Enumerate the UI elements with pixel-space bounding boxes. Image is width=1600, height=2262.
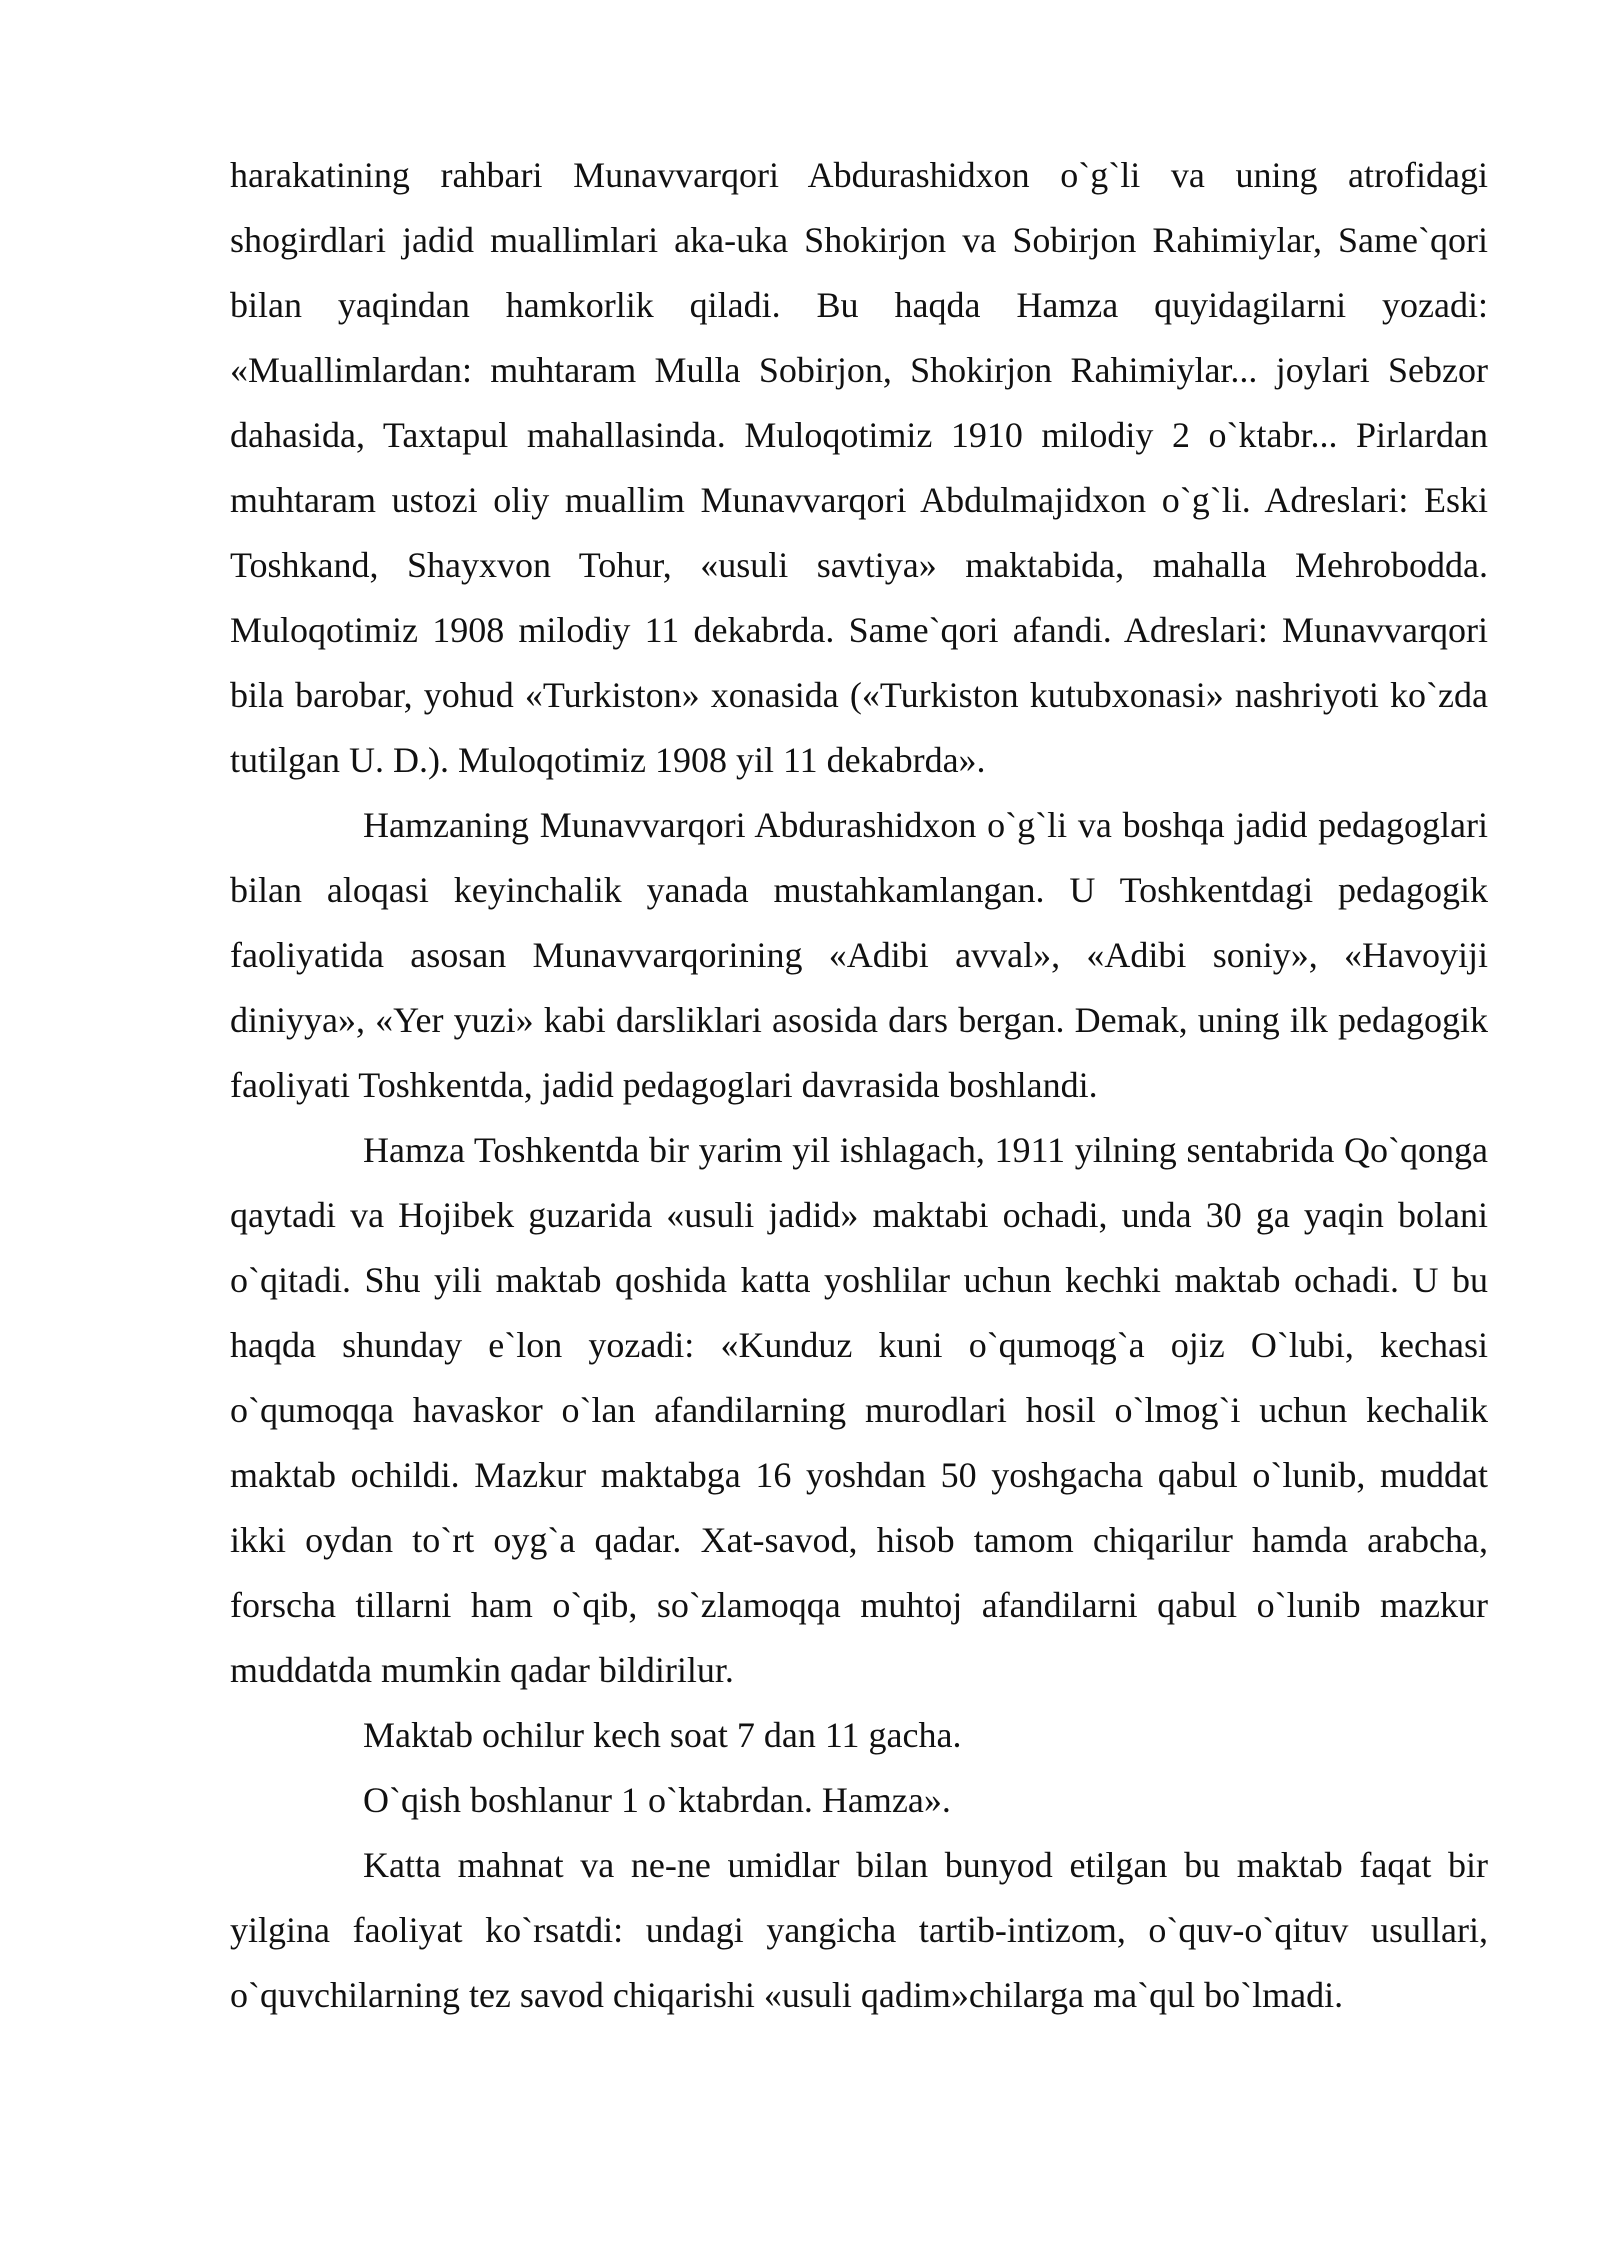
- paragraph-munavvarqori-relations: Hamzaning Munavvarqori Abdurashidxon o`g`li va boshqa jadid pedagoglari bilan aloqasi keyinchalik yanada mustahkamlangan. U Toshkentdagi pedagogik faoliyatida asosan Munavvarqorining «Adibi avval», «Adibi soniy», «Havoyiji diniyya», «Yer yuzi» kabi darsliklari asosida dars bergan. Demak, uning ilk pedagogik faoliyati Toshkentda, jadid pedagoglari davrasida boshlandi.: [230, 805, 1488, 1105]
- paragraph-kokand-school: Hamza Toshkentda bir yarim yil ishlagach, 1911 yilning sentabrida Qo`qonga qaytadi va Hojibek guzarida «usuli jadid» maktabi ochadi, unda 30 ga yaqin bolani o`qitadi. Shu yili maktab qoshida katta yoshlilar uchun kechki maktab ochadi. U bu haqda shunday e`lon yozadi: «Kunduz kuni o`qumoqg`a ojiz O`lubi, kechasi o`qumoqqa havaskor o`lan afandilarning murodlari hosil o`lmog`i uchun kechalik maktab ochildi. Mazkur maktabga 16 yoshdan 50 yoshgacha qabul o`lunib, muddat ikki oydan to`rt oyg`a qadar. Xat-savod, hisob tamom chiqarilur hamda arabcha, forscha tillarni ham o`qib, so`zlamoqqa muhtoj afandilarni qabul o`lunib mazkur muddatda mumkin qadar bildirilur.: [230, 1130, 1488, 1690]
- document-page: [230, 143, 1488, 2028]
- paragraph-jadid-teachers: harakatining rahbari Munavvarqori Abdurashidxon o`g`li va uning atrofidagi shogirdlari jadid muallimlari aka-uka Shokirjon va Sobirjon Rahimiylar, Same`qori bilan yaqindan hamkorlik qiladi. Bu haqda Hamza quyidagilarni yozadi: «Muallimlardan: muhtaram Mulla Sobirjon, Shokirjon Rahimiylar... joylari Sebzor dahasida, Taxtapul mahallasinda. Muloqotimiz 1910 milodiy 2 o`ktabr... Pirlardan muhtaram ustozi oliy muallim Munavvarqori Abdulmajidxon o`g`li. Adreslari: Eski Toshkand, Shayxvon Tohur, «usuli savtiya» maktabida, mahalla Mehrobodda. Muloqotimiz 1908 milodiy 11 dekabrda. Same`qori afandi. Adreslari: Munavvarqori bila barobar, yohud «Turkiston» xonasida («Turkiston kutubxonasi» nashriyoti ko`zda tutilgan U. D.). Muloqotimiz 1908 yil 11 dekabrda».: [230, 155, 1488, 780]
- paragraph-school-hours: Maktab ochilur kech soat 7 dan 11 gacha.: [363, 1715, 962, 1755]
- paragraph-study-start: O`qish boshlanur 1 o`ktabrdan. Hamza».: [363, 1780, 951, 1820]
- paragraph-school-closure: Katta mahnat va ne-ne umidlar bilan bunyod etilgan bu maktab faqat bir yilgina faoliyat ko`rsatdi: undagi yangicha tartib-intizom, o`quv-o`qituv usullari, o`quvchilarning tez savod chiqarishi «usuli qadim»chilarga ma`qul bo`lmadi.: [230, 1845, 1488, 2015]
